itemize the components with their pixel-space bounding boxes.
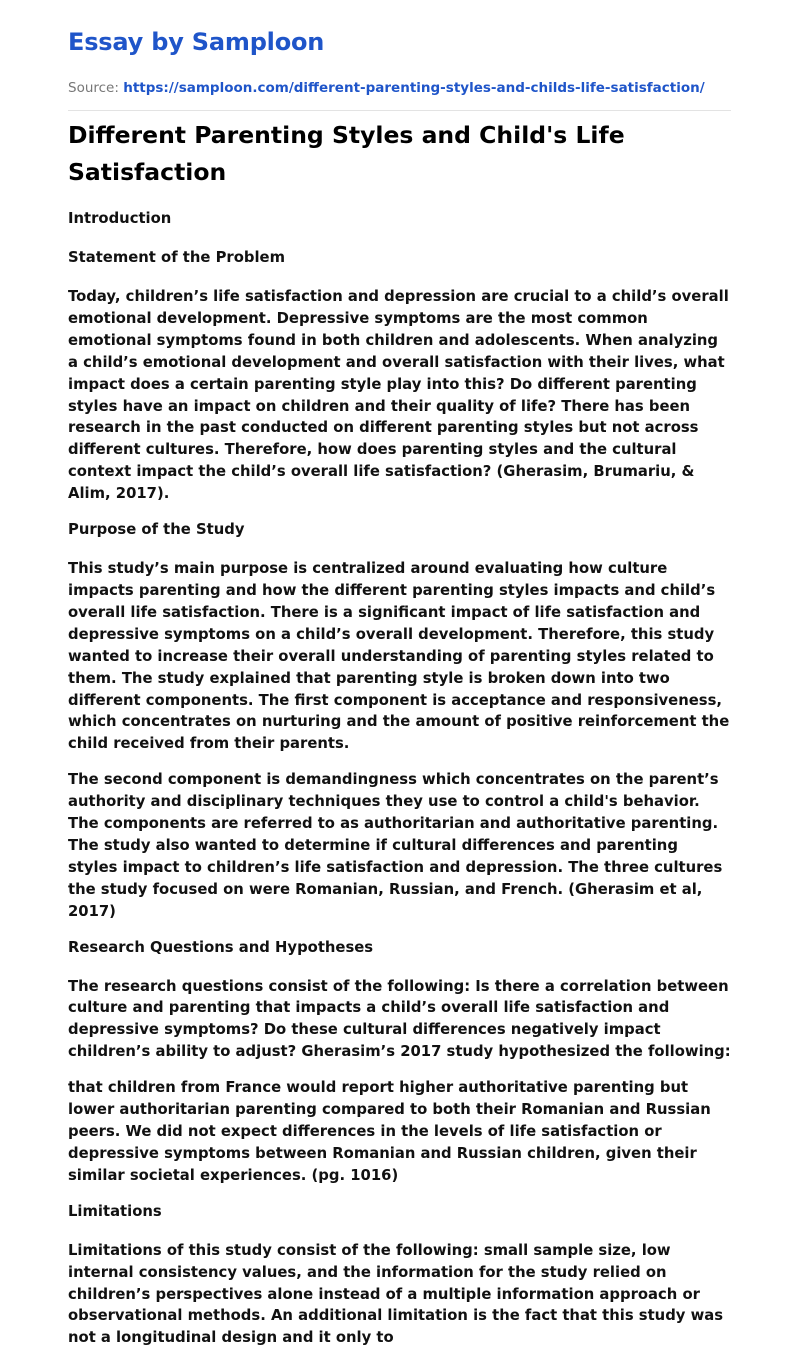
paragraph-hypothesis-quote: that children from France would report higher authoritative parenting but lower authoritarian parenting compared to both their Romanian and Russian peers. We did not expect differences in the levels of life satisfaction or depressive symptoms between Romanian and Russian children, given their similar societal experiences. (pg. 1016) [68,1079,711,1184]
essay-body [68,208,732,1363]
paragraph-purpose-1: This study’s main purpose is centralized around evaluating how culture impacts parenting and how the different parenting styles impacts and child’s overall life satisfaction. There is a significant impact of life satisfaction and depressive symptoms on a child’s overall development. Therefore, this study wanted to increase their overall understanding of parenting styles related to them. The study explained that parenting style is broken down into two different components. The first component is acceptance and responsiveness, which concentrates on nurturing and the amount of positive reinforcement the child received from their parents. [68,560,730,753]
section-heading-problem: Statement of the Problem [68,249,286,266]
paragraph-problem: Today, children’s life satisfaction and depression are crucial to a child’s overall emotional development. Depressive symptoms are the most common emotional symptoms found in both children and adolescents. When analyzing a child’s emotional development and overall satisfaction with their lives, what impact does a certain parenting style play into this? Do different parenting styles have an impact on children and their quality of life? There has been research in the past conducted on different parenting styles but not across different cultures. Therefore, how does parenting styles and the cultural context impact the child’s overall life satisfaction? (Gherasim, Brumariu, & Alim, 2017). [68,288,729,503]
section-heading-limitations: Limitations [68,1202,162,1220]
paragraph-purpose-2: The second component is demandingness which concentrates on the parent’s authority and disciplinary techniques they use to control a child's behavior. The components are referred to as authoritarian and authoritative parenting. The study also wanted to determine if cultural differences and parenting styles impact to children’s life satisfaction and depression. The three cultures the study focused on were Romanian, Russian, and French. (Gherasim et al, 2017) [68,771,723,920]
source-link[interactable]: https://samploon.com/different-parenting-styles-and-childs-life-satisfaction/ [123,80,705,96]
source-label: Source: [68,80,119,96]
essay-title: Different Parenting Styles and Child's Life Satisfaction [68,121,625,186]
site-brand[interactable]: Essay by Samploon [68,28,325,56]
section-heading-introduction: Introduction [68,210,172,227]
paragraph-questions: The research questions consist of the following: Is there a correlation between culture and parenting that impacts a child’s overall life satisfaction and depressive symptoms? Do these cultural differences negatively impact children’s ability to adjust? Gherasim’s 2017 study hypothesized the following: [68,977,731,1061]
section-heading-purpose: Purpose of the Study [68,521,245,539]
section-heading-questions: Research Questions and Hypotheses [68,938,374,956]
paragraph-limitations: Limitations of this study consist of the following: small sample size, low internal consistency values, and the information for the study relied on children’s perspectives alone instead of a multiple information approach or observational methods. An additional limitation is the fact that this study was not a longitudinal design and it only to [68,1241,724,1347]
source-line [68,80,705,96]
header-divider [68,110,731,111]
